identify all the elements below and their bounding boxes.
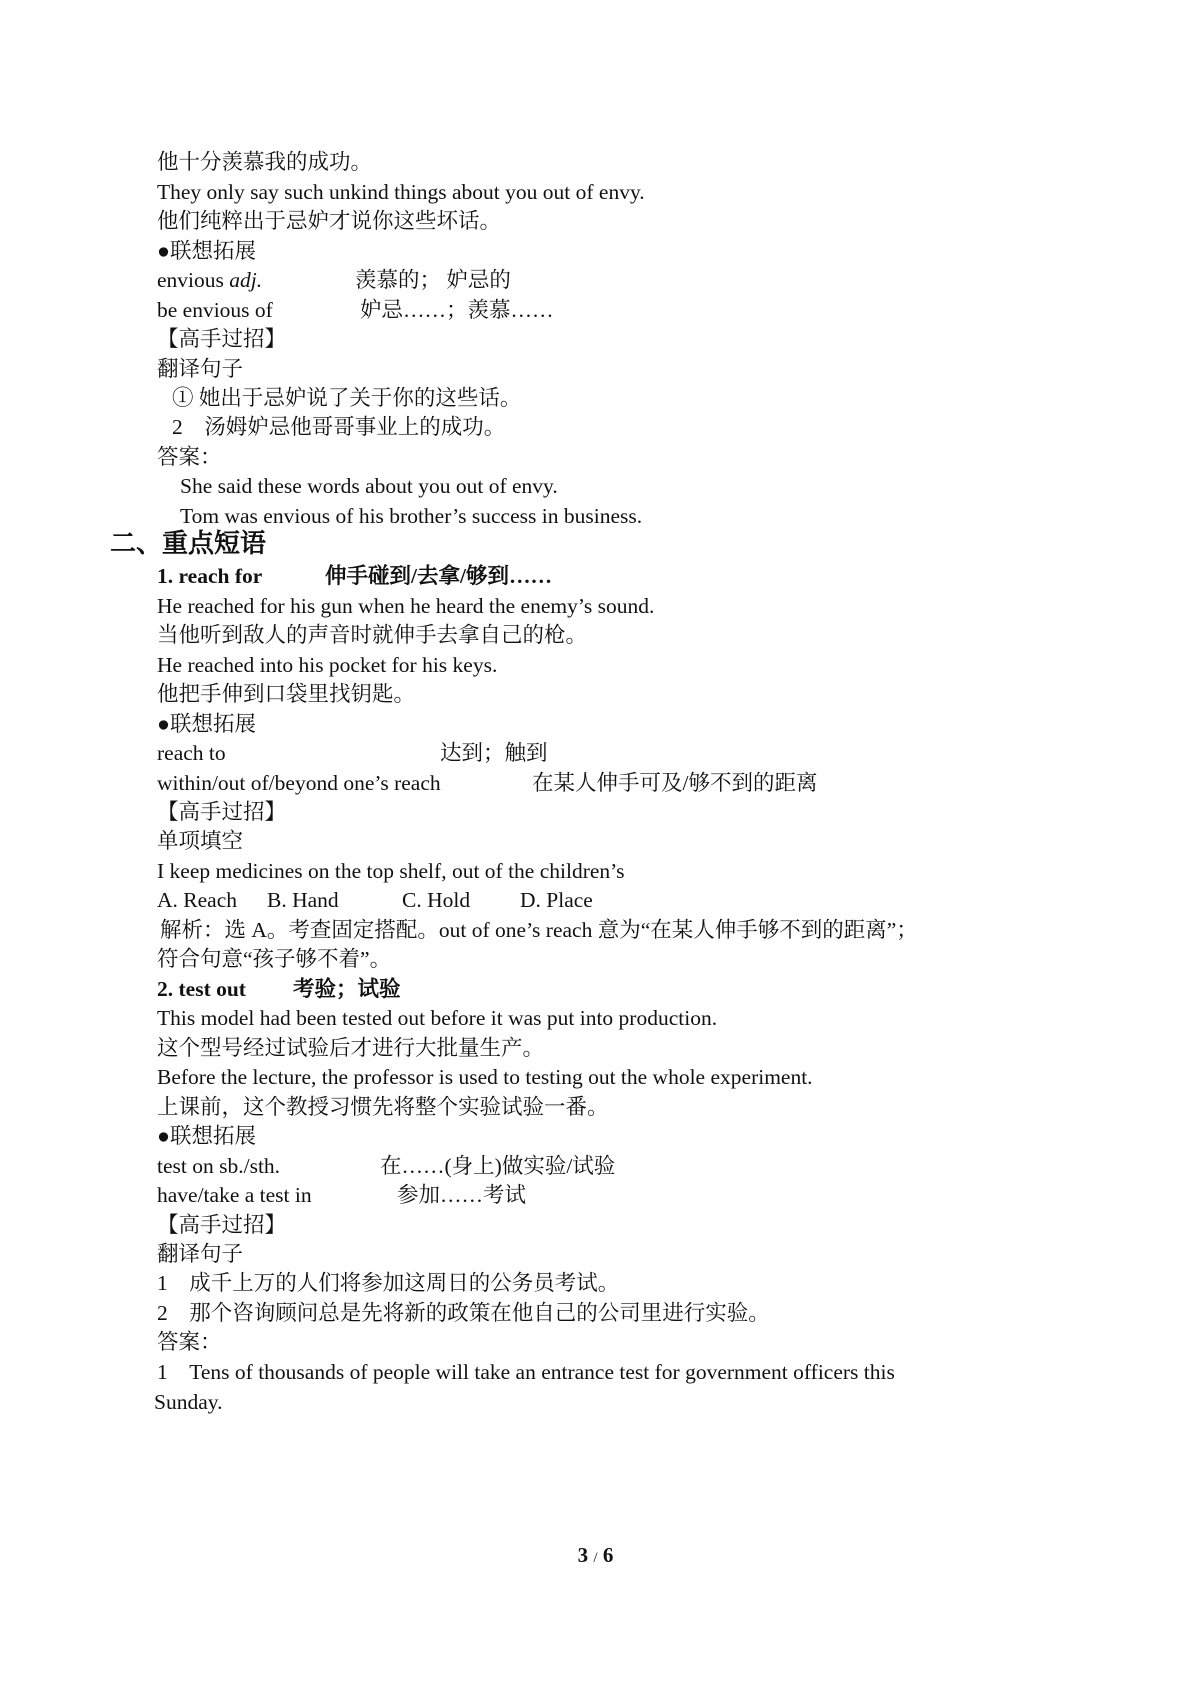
term-within-reach: within/out of/beyond one’s reach (157, 771, 441, 795)
page-number (0, 1543, 1191, 1568)
example-en: He reached into his pocket for his keys. (157, 653, 498, 677)
term-pos: adj. (229, 268, 263, 292)
option-d: D. Place (520, 888, 593, 912)
answer-label: 答案： (157, 1330, 222, 1354)
phrase-heading-meaning: 伸手碰到/去拿/够到…… (325, 564, 552, 588)
example-zh: 上课前，这个教授习惯先将整个实验试验一番。 (157, 1095, 609, 1119)
master-heading: 【高手过招】 (157, 800, 287, 824)
option-a: A. Reach (157, 888, 237, 912)
total-pages: 6 (602, 1543, 614, 1567)
term-definition: 参加……考试 (397, 1183, 527, 1207)
term-definition: 在某人伸手可及/够不到的距离 (532, 771, 818, 795)
question-2: 2 汤姆妒忌他哥哥事业上的成功。 (172, 415, 506, 439)
master-heading: 【高手过招】 (157, 1213, 287, 1237)
analysis-line: 符合句意“孩子够不着”。 (157, 947, 392, 971)
example-zh: 当他听到敌人的声音时就伸手去拿自己的枪。 (157, 623, 588, 647)
example-zh: 他把手伸到口袋里找钥匙。 (157, 682, 416, 706)
text-line: 他们纯粹出于忌妒才说你这些坏话。 (157, 209, 502, 233)
question-1: ① 她出于忌妒说了关于你的这些话。 (172, 386, 522, 410)
term-word: envious (157, 268, 230, 292)
master-heading: 【高手过招】 (157, 327, 287, 351)
option-c: C. Hold (402, 888, 471, 912)
current-page: 3 (577, 1543, 589, 1567)
text-line: They only say such unkind things about you out of envy. (157, 180, 645, 204)
term-take-a-test: have/take a test in (157, 1183, 312, 1207)
example-en: This model had been tested out before it was put into production. (157, 1006, 718, 1030)
term-definition: 妒忌……；羡慕…… (360, 298, 554, 322)
task-label: 翻译句子 (157, 357, 244, 381)
term-reach-to: reach to (157, 741, 226, 765)
expand-heading: ●联想拓展 (157, 239, 256, 263)
answer-2: Tom was envious of his brother’s success in business. (180, 504, 643, 528)
answer-options (157, 886, 593, 914)
answer-1: She said these words about you out of envy. (180, 474, 558, 498)
phrase-heading-reach-for: 1. reach for (157, 564, 263, 588)
example-en: Before the lecture, the professor is used to testing out the whole experiment. (157, 1065, 813, 1089)
example-zh: 这个型号经过试验后才进行大批量生产。 (157, 1036, 545, 1060)
example-en: He reached for his gun when he heard the enemy’s sound. (157, 594, 655, 618)
term-test-on: test on sb./sth. (157, 1154, 281, 1178)
page-separator: / (593, 1550, 598, 1566)
phrase-heading-test-out: 2. test out (157, 977, 246, 1001)
question-2: 2 那个咨询顾问总是先将新的政策在他自己的公司里进行实验。 (157, 1301, 770, 1325)
answer-label: 答案： (157, 445, 222, 469)
text-line: 他十分羡慕我的成功。 (157, 150, 373, 174)
analysis-line: 解析：选 A。考查固定搭配。out of one’s reach 意为“在某人伸手够不到的距离”； (160, 918, 918, 942)
term-definition: 达到；触到 (440, 741, 548, 765)
expand-heading: ●联想拓展 (157, 1124, 256, 1148)
term-envious (157, 266, 262, 294)
term-definition: 羡慕的； 妒忌的 (355, 268, 511, 292)
task-label: 单项填空 (157, 829, 244, 853)
question-stem: I keep medicines on the top shelf, out of the children’s (157, 859, 625, 883)
task-label: 翻译句子 (157, 1242, 244, 1266)
phrase-heading-meaning: 考验；试验 (293, 977, 401, 1001)
expand-heading: ●联想拓展 (157, 712, 256, 736)
option-b: B. Hand (267, 888, 339, 912)
answer-1-continued: Sunday. (154, 1390, 223, 1414)
term-definition: 在……(身上)做实验/试验 (380, 1154, 616, 1178)
term-be-envious-of: be envious of (157, 298, 273, 322)
section-title: 二、重点短语 (110, 529, 267, 558)
answer-1: 1 Tens of thousands of people will take an entrance test for government officers this (157, 1360, 895, 1384)
question-1: 1 成千上万的人们将参加这周日的公务员考试。 (157, 1271, 620, 1295)
